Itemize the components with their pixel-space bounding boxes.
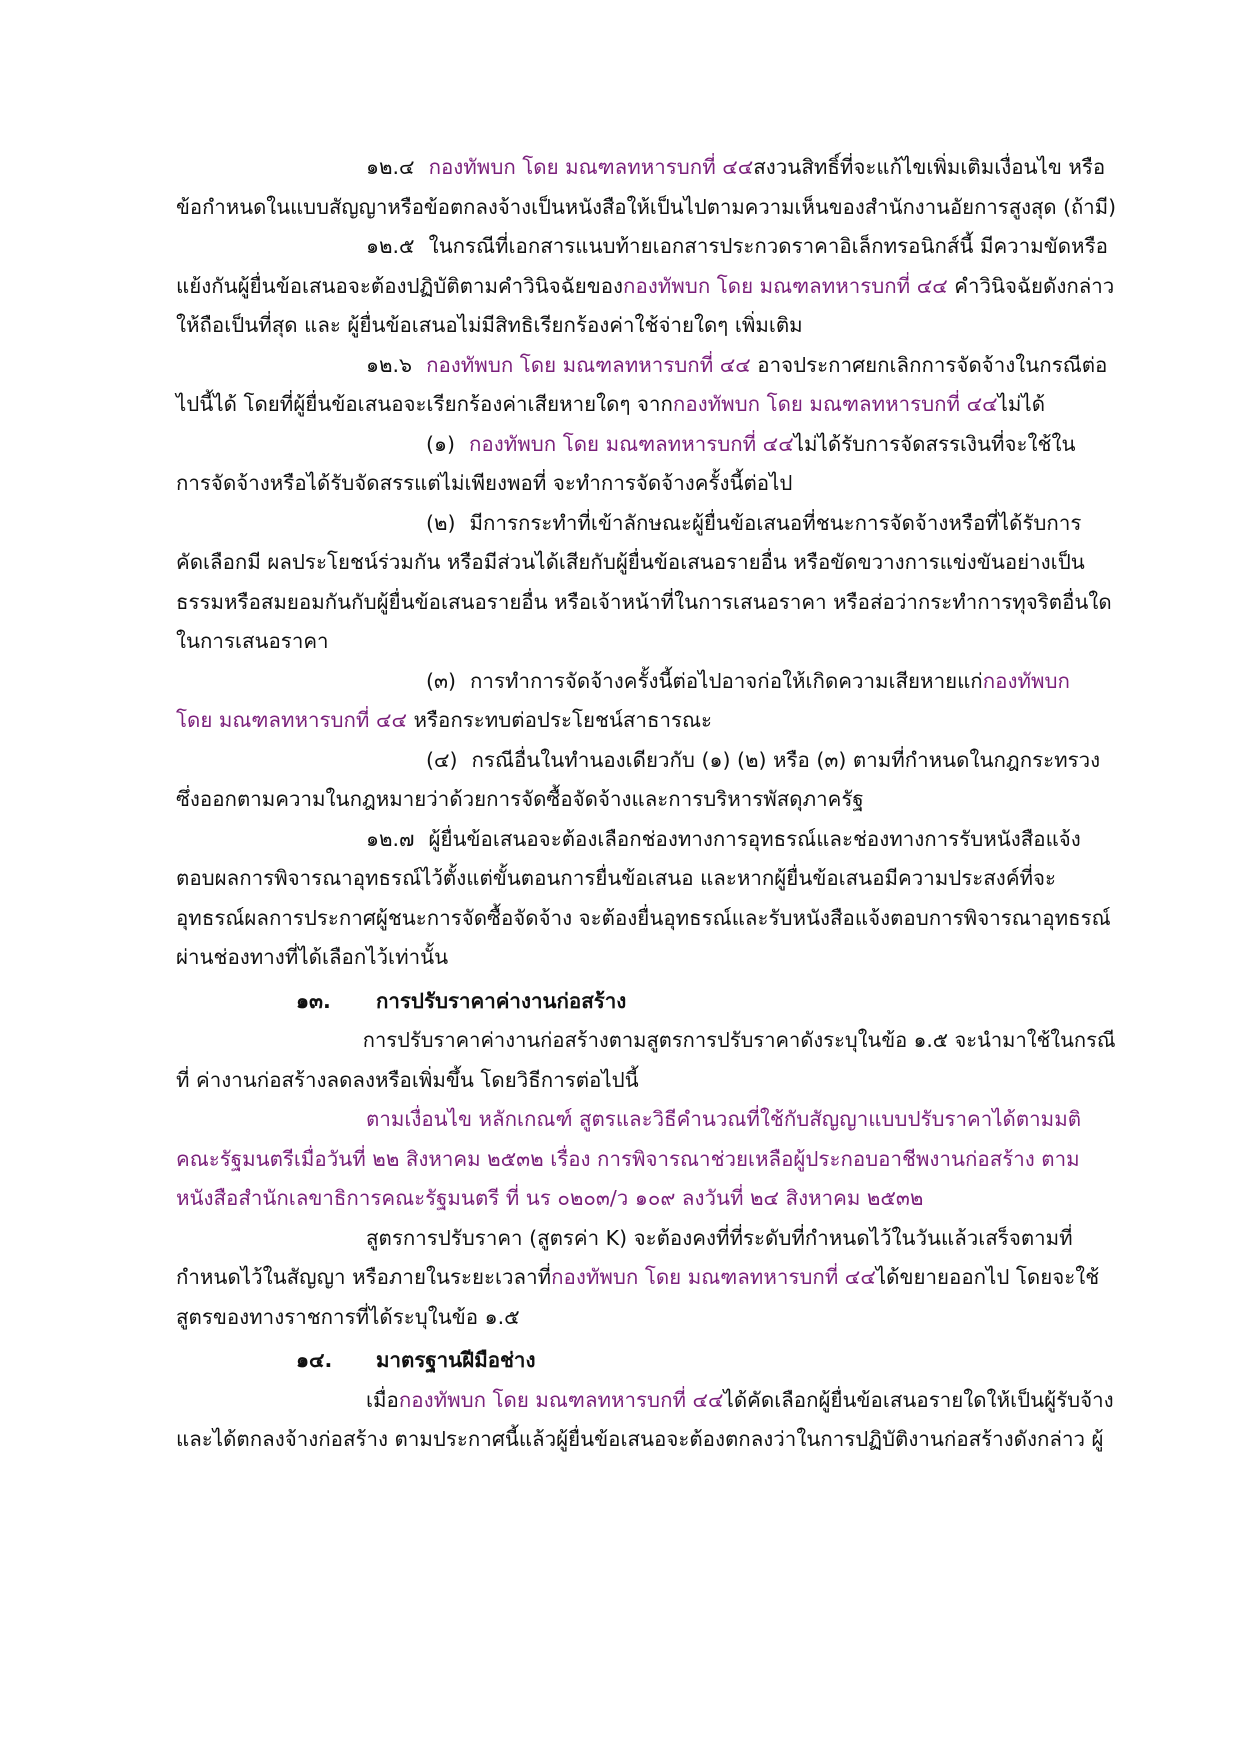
text-line: สูตรการปรับราคา (สูตรค่า K) จะต้องคงที่ที่ระดับที่กำหนดไว้ในวันแล้วเสร็จตามที่ [366, 1225, 1073, 1250]
text: ผู้ยื่นข้อเสนอจะต้องเลือกช่องทางการอุทธรณ์และช่องทางการรับหนังสือแจ้ง [428, 826, 1081, 851]
text-line [176, 1258, 1116, 1298]
item-number: (๔) [426, 747, 458, 772]
sub-item-3 [176, 662, 1116, 702]
agency-name: กองทัพบก โดย มณฑลทหารบกที่ ๔๔ [426, 352, 751, 377]
agency-name: กองทัพบก โดย มณฑลทหารบกที่ ๔๔ [428, 155, 754, 179]
text: กำหนดไว้ในสัญญา หรือภายในระยะเวลาที่ [176, 1265, 552, 1289]
agency-name: กองทัพบก โดย มณฑลทหารบกที่ ๔๔ [398, 1387, 724, 1412]
text: อาจประกาศยกเลิกการจัดจ้างในกรณีต่อ [750, 352, 1108, 377]
section-title: การปรับราคาค่างานก่อสร้าง [376, 988, 627, 1013]
text-line: อุทธรณ์ผลการประกาศผู้ชนะการจัดซื้อจัดจ้าง จะต้องยื่นอุทธรณ์และรับหนังสือแจ้งตอบการพิจารณาอุทธรณ์ [176, 905, 1111, 930]
agency-name: กองทัพบก โดย มณฑลทหารบกที่ ๔๔ [469, 431, 794, 456]
agency-name: โดย มณฑลทหารบกที่ ๔๔ [176, 708, 407, 732]
text: มีการกระทำที่เข้าลักษณะผู้ยื่นข้อเสนอที่ชนะการจัดจ้างหรือที่ได้รับการ [469, 510, 1082, 535]
text: สงวนสิทธิ์ที่จะแก้ไขเพิ่มเติมเงื่อนไข หรือ [753, 155, 1106, 179]
text: ได้ขยายออกไป โดยจะใช้ [875, 1265, 1100, 1289]
clause-12-4 [176, 148, 1116, 188]
section-13-heading [176, 982, 1116, 1022]
highlight-line: ตามเงื่อนไข หลักเกณฑ์ สูตรและวิธีคำนวณที่ใช้กับสัญญาแบบปรับราคาได้ตามมติ [366, 1107, 1082, 1131]
text-line: การจัดจ้างหรือได้รับจัดสรรแต่ไม่เพียงพอที่ จะทำการจัดจ้างครั้งนี้ต่อไป [176, 471, 793, 495]
text: ได้คัดเลือกผู้ยื่นข้อเสนอรายใดให้เป็นผู้รับจ้าง [723, 1387, 1114, 1412]
text-line [176, 701, 1116, 741]
text-line: สูตรของทางราชการที่ได้ระบุในข้อ ๑.๕ [176, 1304, 520, 1329]
text-line: ข้อกำหนดในแบบสัญญาหรือข้อตกลงจ้างเป็นหนังสือให้เป็นไปตามความเห็นของสำนักงานอัยการสูงสุด (ถ้ามี) [176, 194, 1117, 219]
clause-number: ๑๒.๗ [366, 826, 415, 851]
clause-number: ๑๒.๔ [366, 155, 415, 179]
text-line: ที่ ค่างานก่อสร้างลดลงหรือเพิ่มขึ้น โดยวิธีการต่อไปนี้ [176, 1067, 639, 1092]
text: ไม่ได้รับการจัดสรรเงินที่จะใช้ใน [793, 431, 1076, 456]
clause-number: ๑๒.๕ [366, 234, 415, 258]
agency-name: กองทัพบก โดย มณฑลทหารบกที่ ๔๔ [623, 273, 948, 298]
text: แย้งกันผู้ยื่นข้อเสนอจะต้องปฏิบัติตามคำวินิจฉัยของ [176, 273, 624, 298]
sub-item-2 [176, 504, 1116, 544]
text-line [176, 385, 1116, 425]
highlight-line: คณะรัฐมนตรีเมื่อวันที่ ๒๒ สิงหาคม ๒๕๓๒ เรื่อง การพิจารณาช่วยเหลือผู้ประกอบอาชีพงานก่อสร้าง ตาม [176, 1146, 1080, 1171]
clause-12-7 [176, 820, 1116, 860]
item-number: (๒) [426, 510, 456, 535]
clause-number: ๑๒.๖ [366, 352, 413, 377]
section-title: มาตรฐานฝีมือช่าง [376, 1348, 536, 1372]
text: ไปนี้ได้ โดยที่ผู้ยื่นข้อเสนอจะเรียกร้องค่าเสียหายใดๆ จาก [176, 392, 673, 416]
text-line: การปรับราคาค่างานก่อสร้างตามสูตรการปรับราคาดังระบุในข้อ ๑.๕ จะนำมาใช้ในกรณี [362, 1028, 1116, 1052]
text-line: และได้ตกลงจ้างก่อสร้าง ตามประกาศนี้แล้วผู้ยื่นข้อเสนอจะต้องตกลงว่าในการปฏิบัติงานก่อสร้างดังกล่าว ผู้ [176, 1427, 1104, 1451]
text-line: ให้ถือเป็นที่สุด และ ผู้ยื่นข้อเสนอไม่มีสิทธิเรียกร้องค่าใช้จ่ายใดๆ เพิ่มเติม [176, 313, 803, 337]
clause-12-5 [176, 227, 1116, 267]
section-14-heading [176, 1341, 1116, 1381]
text: การทำการจัดจ้างครั้งนี้ต่อไปอาจก่อให้เกิดความเสียหายแก่ [470, 668, 983, 693]
text: เมื่อ [366, 1387, 399, 1412]
text: กรณีอื่นในทำนองเดียวกับ (๑) (๒) หรือ (๓) ตามที่กำหนดในกฎกระทรวง [471, 747, 1101, 772]
item-number: (๓) [426, 668, 457, 693]
text-line: ธรรมหรือสมยอมกันกับผู้ยื่นข้อเสนอรายอื่น หรือเจ้าหน้าที่ในการเสนอราคา หรือส่อว่ากระทำการทุจริตอื่นใด [176, 589, 1112, 614]
text: ในกรณีที่เอกสารแนบท้ายเอกสารประกวดราคาอิเล็กทรอนิกส์นี้ มีความขัดหรือ [428, 234, 1108, 258]
text: หรือกระทบต่อประโยชน์สาธารณะ [407, 708, 713, 732]
text-line: คัดเลือกมี ผลประโยชน์ร่วมกัน หรือมีส่วนได้เสียกับผู้ยื่นข้อเสนอรายอื่น หรือขัดขวางการแข่งขันอย่างเป็น [176, 550, 1085, 574]
clause-12-6 [176, 346, 1116, 386]
section-number: ๑๓. [296, 988, 331, 1013]
highlight-line: หนังสือสำนักเลขาธิการคณะรัฐมนตรี ที่ นร ๐๒๐๓/ว ๑๐๙ ลงวันที่ ๒๔ สิงหาคม ๒๕๓๒ [176, 1186, 924, 1210]
text-line: ซึ่งออกตามความในกฎหมายว่าด้วยการจัดซื้อจัดจ้างและการบริหารพัสดุภาครัฐ [176, 787, 864, 811]
text-line [176, 1381, 1116, 1421]
agency-name: กองทัพบก โดย มณฑลทหารบกที่ ๔๔ [672, 392, 998, 416]
sub-item-4 [176, 741, 1116, 781]
sub-item-1 [176, 425, 1116, 465]
text-line: ตอบผลการพิจารณาอุทธรณ์ไว้ตั้งแต่ขั้นตอนการยื่นข้อเสนอ และหากผู้ยื่นข้อเสนอมีความประสงค์ที่จะ [176, 866, 1057, 890]
text-line [176, 267, 1116, 307]
agency-name: กองทัพบก โดย มณฑลทหารบกที่ ๔๔ [551, 1265, 876, 1289]
section-number: ๑๔. [296, 1348, 333, 1372]
text: คำวินิจฉัยดังกล่าว [947, 273, 1115, 298]
item-number: (๑) [426, 431, 456, 456]
text-line: ผ่านช่องทางที่ได้เลือกไว้เท่านั้น [176, 945, 449, 969]
document-body [176, 148, 1116, 1460]
text-line: ในการเสนอราคา [176, 629, 329, 653]
text: ไม่ได้ [997, 392, 1046, 416]
agency-name: กองทัพบก [982, 668, 1070, 693]
